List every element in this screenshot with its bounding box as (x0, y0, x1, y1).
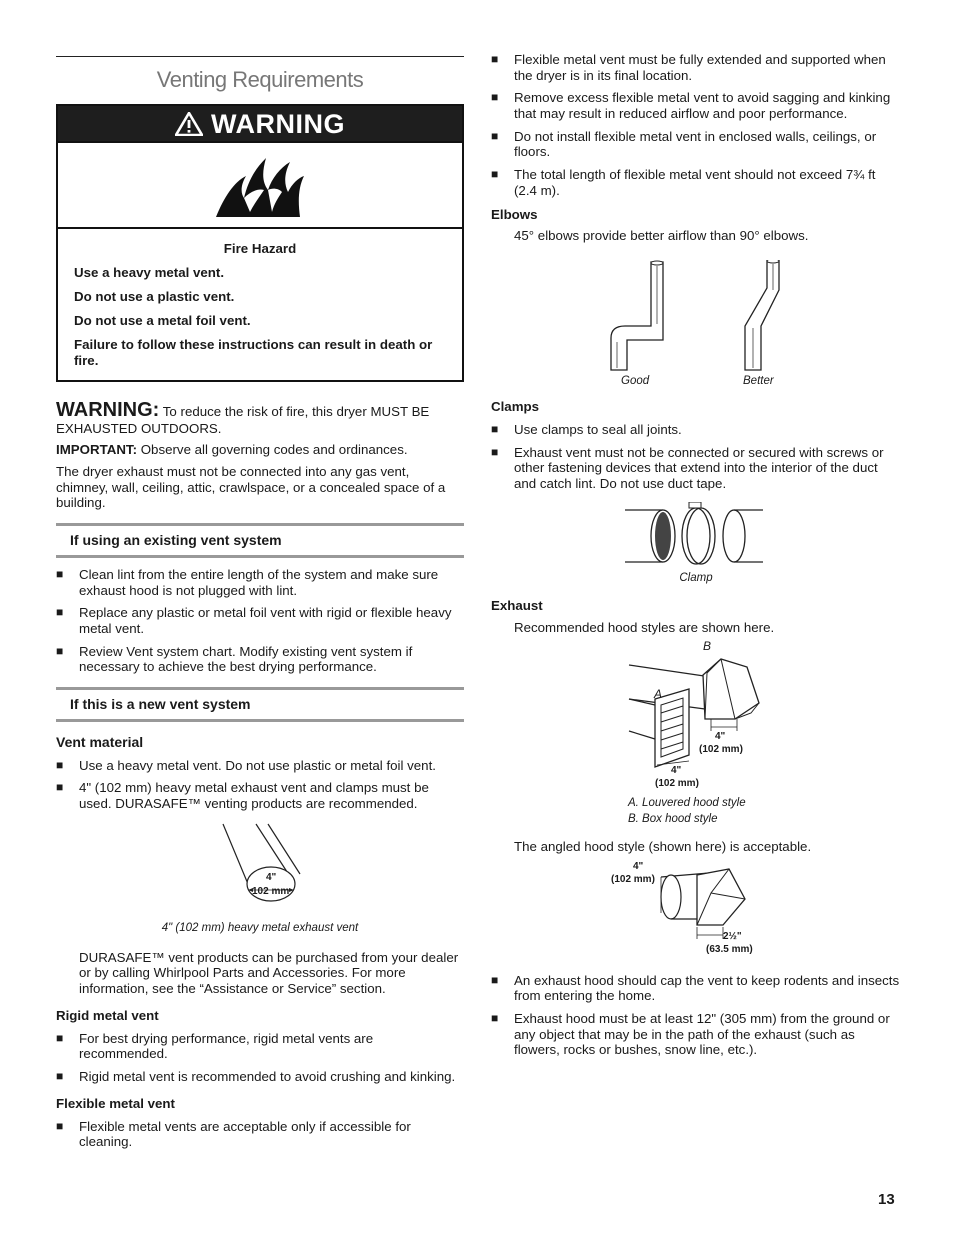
list-item: ■ For best drying performance, rigid metal vents are recommended. (56, 1031, 464, 1062)
clamps-heading: Clamps (491, 399, 540, 415)
clamp-caption: Clamp (679, 571, 713, 584)
important-text: Observe all governing codes and ordinances. (137, 442, 408, 458)
flexible-vent-list-right (491, 52, 901, 199)
important-label: IMPORTANT: (56, 442, 138, 458)
warning-statement (56, 399, 464, 436)
elbow-good-caption: Good (621, 375, 650, 388)
hood-a-dim-mm: (102 mm) (655, 778, 699, 790)
vent-material-heading: Vent material (56, 733, 144, 750)
angled-dim-inches: 4" (633, 860, 644, 872)
elbows-heading: Elbows (491, 206, 538, 222)
angled-dim2-mm: (63.5 mm) (706, 943, 753, 955)
warning-text: To reduce the risk of fire, this dryer MUST BE EXHAUSTED OUTDOORS. (56, 404, 430, 436)
warning-header-label: WARNING (211, 108, 345, 139)
existing-system-heading: If using an existing vent system (56, 523, 464, 558)
hood-legend (491, 797, 901, 827)
elbow-better-caption: Better (743, 375, 774, 388)
warning-box (56, 104, 464, 382)
hood-legend-b: B. Box hood style (628, 813, 718, 826)
angled-hood-figure (491, 860, 901, 959)
important-note (56, 442, 464, 458)
flexible-vent-heading: Flexible metal vent (56, 1095, 175, 1111)
list-item: ■ Exhaust hood must be at least 12" (305 mm) from the ground or any object that may be in the path of the exhaust (such as flowers, rocks or bushes, snow line, etc.). (491, 1011, 901, 1058)
right-column (491, 52, 901, 1058)
warning-body (58, 229, 462, 380)
elbows-illustration (491, 260, 901, 375)
vent-dim-inches: 4" (266, 871, 277, 883)
list-item: ■ Review Vent system chart. Modify existing vent system if necessary to achieve the best drying performance. (56, 644, 464, 675)
hood-styles-illustration (491, 643, 901, 795)
flexible-vent-list-left (56, 1119, 464, 1150)
vent-figure-caption: 4" (102 mm) heavy metal exhaust vent (161, 921, 359, 934)
fire-pictogram-area (58, 141, 462, 229)
clamp-figure (491, 502, 901, 566)
warning-line: Do not use a plastic vent. (74, 289, 235, 305)
hood-styles-figure (491, 639, 901, 795)
list-item: ■ 4" (102 mm) heavy metal exhaust vent and clamps must be used. DURASAFE™ venting products are recommended. (56, 780, 464, 811)
warning-triangle-icon (175, 112, 203, 136)
list-item: ■ Flexible metal vents are acceptable only if accessible for cleaning. (56, 1119, 464, 1150)
hood-letter-b: B (703, 639, 712, 654)
hood-legend-a: A. Louvered hood style (628, 797, 746, 810)
warning-line: Do not use a metal foil vent. (74, 313, 251, 329)
top-rule (56, 56, 464, 57)
list-item: ■ The total length of flexible metal vent should not exceed 7¾ ft (2.4 m). (491, 167, 901, 198)
list-item: ■ Flexible metal vent must be fully extended and supported when the dryer is in its final location. (491, 52, 901, 83)
existing-system-list (56, 567, 464, 675)
list-item: ■ Do not install flexible metal vent in enclosed walls, ceilings, or floors. (491, 129, 901, 160)
rigid-vent-list (56, 1031, 464, 1085)
rigid-vent-heading: Rigid metal vent (56, 1007, 159, 1023)
exhaust-list (491, 973, 901, 1058)
new-system-heading: If this is a new vent system (56, 687, 464, 722)
vent-pipe-illustration (56, 822, 464, 914)
page-number: 13 (878, 1191, 895, 1208)
vent-dim-mm: 102 mm (252, 885, 290, 897)
hood-b-dim-mm: (102 mm) (699, 744, 743, 756)
left-column (56, 56, 464, 1150)
list-item: ■ Use a heavy metal vent. Do not use plastic or metal foil vent. (56, 758, 464, 774)
list-item: ■ An exhaust hood should cap the vent to keep rodents and insects from entering the home. (491, 973, 901, 1004)
list-item: ■ Exhaust vent must not be connected or secured with screws or other fastening devices that extend into the interior of the duct and catch lint. Do not use duct tape. (491, 445, 901, 492)
list-item: ■ Rigid metal vent is recommended to avoid crushing and kinking. (56, 1069, 464, 1085)
warning-line: Use a heavy metal vent. (74, 265, 225, 281)
angled-hood-text: The angled hood style (shown here) is acceptable. (514, 838, 812, 854)
durasafe-paragraph: DURASAFE™ vent products can be purchased from your dealer or by calling Whirlpool Parts and Accessories. For more information, see the “Assistance or Service” section. (79, 949, 459, 996)
warning-label: WARNING: (56, 399, 160, 422)
elbow-captions (491, 375, 901, 391)
vent-material-list (56, 758, 464, 812)
hazard-title: Fire Hazard (223, 241, 297, 257)
elbows-text: 45° elbows provide better airflow than 90° elbows. (514, 228, 809, 244)
section-title: Venting Requirements (156, 67, 364, 92)
warning-header (58, 106, 462, 141)
hood-b-dim-inches: 4" (715, 731, 726, 743)
list-item: ■ Replace any plastic or metal foil vent with rigid or flexible heavy metal vent. (56, 605, 464, 636)
angled-hood-illustration (491, 860, 901, 959)
hood-letter-a: A (654, 687, 663, 702)
vent-figure (56, 822, 464, 914)
hood-a-dim-inches: 4" (671, 765, 682, 777)
list-item: ■ Use clamps to seal all joints. (491, 422, 901, 438)
angled-dim2-inches: 2½" (723, 930, 742, 942)
fire-icon (214, 152, 306, 218)
clamps-list (491, 422, 901, 492)
warning-line: Failure to follow these instructions can result in death or fire. (74, 337, 433, 369)
list-item: ■ Clean lint from the entire length of the system and make sure exhaust hood is not plugged with lint. (56, 567, 464, 598)
elbows-figure (491, 260, 901, 375)
exhaust-paragraph: The dryer exhaust must not be connected into any gas vent, chimney, wall, ceiling, attic, crawlspace, or a concealed space of a building. (56, 464, 446, 511)
exhaust-text: Recommended hood styles are shown here. (514, 619, 775, 635)
list-item: ■ Remove excess flexible metal vent to avoid sagging and kinking that may result in reduced airflow and poor performance. (491, 90, 901, 121)
angled-dim-mm: (102 mm) (611, 873, 655, 885)
exhaust-heading: Exhaust (491, 597, 543, 613)
clamp-illustration (491, 502, 901, 566)
